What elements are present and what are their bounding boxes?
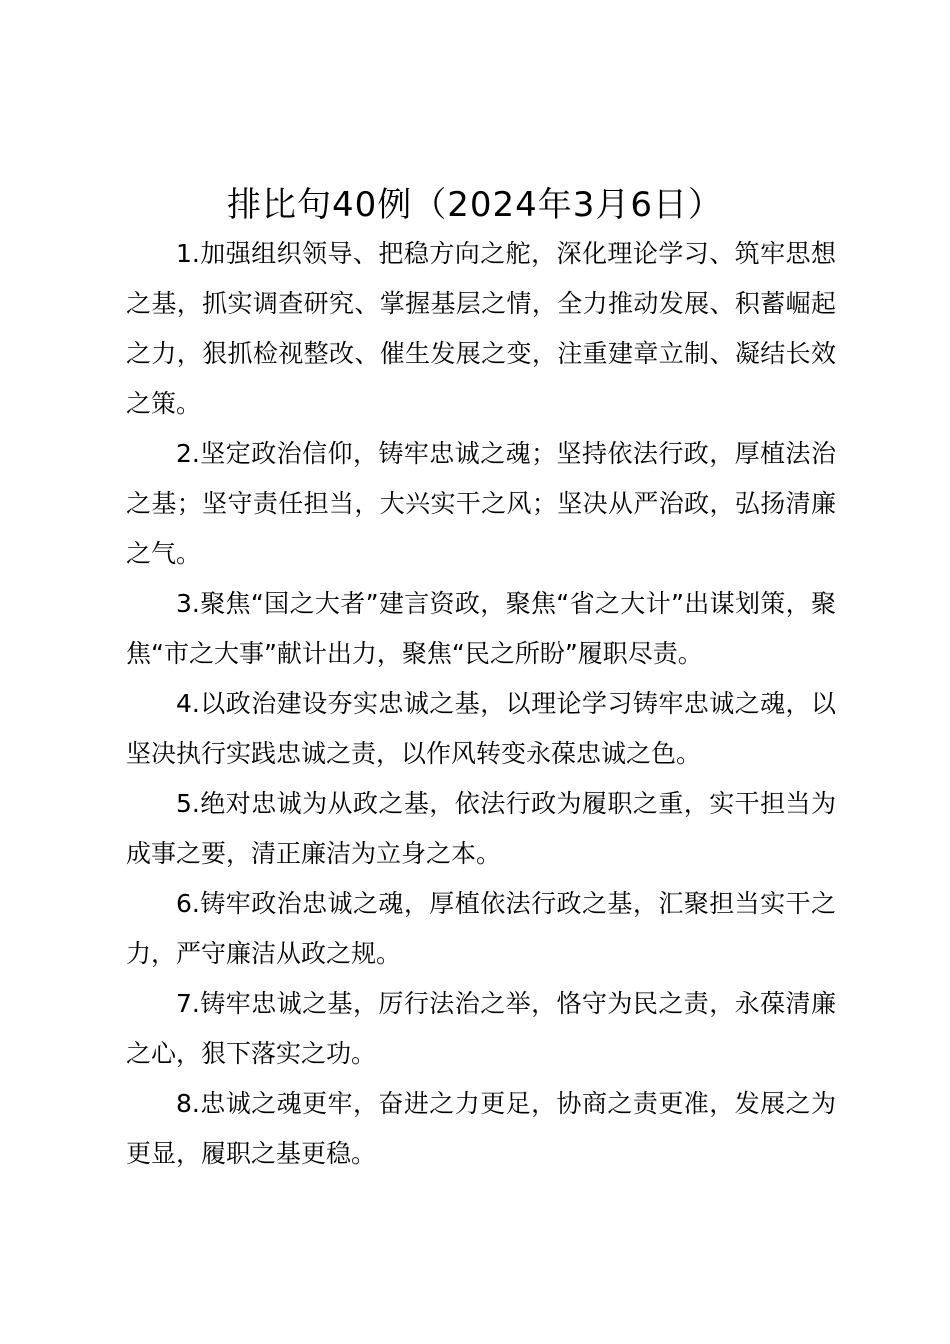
- paragraph-6: 6.铸牢政治忠诚之魂，厚植依法行政之基，汇聚担当实干之力，严守廉洁从政之规。: [126, 889, 836, 968]
- paragraph-5: 5.绝对忠诚为从政之基，依法行政为履职之重，实干担当为成事之要，清正廉洁为立身之本。: [126, 789, 836, 868]
- paragraph-8: 8.忠诚之魂更牢，奋进之力更足，协商之责更准，发展之为更显，履职之基更稳。: [126, 1089, 836, 1168]
- document-title: 排比句40例（2024年3月6日）: [226, 185, 724, 225]
- paragraph-4: 4.以政治建设夯实忠诚之基，以理论学习铸牢忠诚之魂，以坚决执行实践忠诚之责，以作风转变永葆忠诚之色。: [126, 689, 836, 768]
- paragraph-1: 1.加强组织领导、把稳方向之舵，深化理论学习、筑牢思想之基，抓实调查研究、掌握基层之情，全力推动发展、积蓄崛起之力，狠抓检视整改、催生发展之变，注重建章立制、凝结长效之策。: [126, 239, 836, 418]
- paragraph-2: 2.坚定政治信仰，铸牢忠诚之魂；坚持依法行政，厚植法治之基；坚守责任担当，大兴实干之风；坚决从严治政，弘扬清廉之气。: [126, 439, 836, 568]
- document-body: [126, 229, 836, 1179]
- paragraph-3: 3.聚焦“国之大者”建言资政，聚焦“省之大计”出谋划策，聚焦“市之大事”献计出力，聚焦“民之所盼”履职尽责。: [126, 589, 836, 668]
- paragraph-7: 7.铸牢忠诚之基，厉行法治之举，恪守为民之责，永葆清廉之心，狠下落实之功。: [126, 989, 836, 1068]
